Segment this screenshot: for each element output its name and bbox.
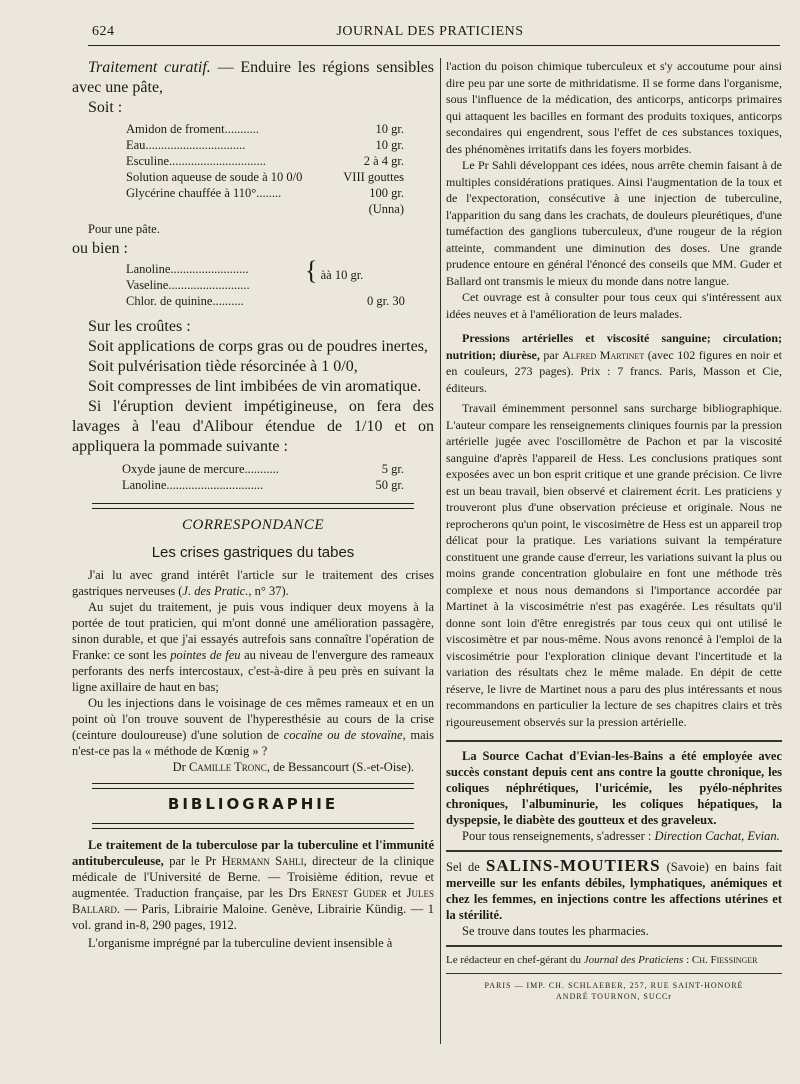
brace: { <box>304 256 318 285</box>
review-paragraph: l'action du poison chimique tuberculeux et s'y accoutume pour ainsi dire peu par une sorte de mithridatisme. Il se forme dans l'organisme, sous l'influence de la médication, des anticorps, anticorps primaires qui attaquent les bacilles en formant des produits toxiques, anticorps secondaires qui engendrent, sous l'effet de ces substances toxiques, des phénomènes irritatifs dans les foyers morbides. <box>446 59 782 156</box>
salins-pharmacies: Se trouve dans toutes les pharmacies. <box>462 924 649 938</box>
page-header <box>80 24 780 46</box>
left-column <box>72 58 434 1048</box>
section-divider <box>92 823 414 829</box>
recipe-pommade <box>72 461 434 493</box>
section-divider <box>92 503 414 509</box>
crusts-line: Soit applications de corps gras ou de poudres inertes, <box>88 338 428 355</box>
recipe-source-row: (Unna) <box>368 202 404 216</box>
book-review-start: L'organisme imprégné par la tuberculine devient insensible à <box>88 936 393 950</box>
correspondance-heading: CORRESPONDANCE <box>182 517 324 533</box>
crusts-line: Soit compresses de lint imbibées de vin aromatique. <box>88 378 422 395</box>
letter-paragraph: Au sujet du traitement, je puis vous indiquer deux moyens à la portée de tout praticien, qui m'ont donné une amélioration passagère, sinon durable, et que j'ai essayés autrefois sans connaître l'opération de Franke: ce sont les pointes de feu au niveau de l'envergure des rameaux perforants des nerfs intercostaux, c'est-à-dire à peu près en suivant la ligne axillaire de haut en bas; <box>72 600 434 694</box>
treatment-intro: Traitement curatif. — Enduire les régions sensibles avec une pâte, <box>72 59 434 96</box>
recipe-row: Oxyde jaune de mercure........... 5 gr. <box>122 462 404 476</box>
recipe-row: Eau................................ 10 gr. <box>126 138 404 152</box>
ad-divider <box>446 850 782 852</box>
article-title: Les crises gastriques du tabes <box>151 544 355 561</box>
review-paragraph: Cet ouvrage est à consulter pour tous ceux qui s'intéressent aux idées neuves et à l'amélioration de leurs malades. <box>446 290 782 321</box>
crusts-block <box>72 317 434 457</box>
ad-divider <box>446 740 782 742</box>
letter-paragraph: J'ai lu avec grand intérêt l'article sur le traitement des crises gastriques nerveuses (J. des Pratic., n° 37). <box>72 568 434 598</box>
letter-paragraph: Ou les injections dans le voisinage de ces mêmes rameaux et en un point où l'on trouve souvent de l'hyperesthésie au cours de la crise (ceinture douloureuse) d'une solution de cocaïne ou de stovaïne, mais n'est-ce pas la « méthode de Kœnig » ? <box>72 696 434 758</box>
header-rule <box>88 45 780 46</box>
book-reference: Le traitement de la tuberculose par la tuberculine et l'immunité antituberculeuse, par le Pr Hermann Sahli, directeur de la clinique médicale de l'Université de Berne. — Troisième édition, revue et augmentée. Traduction française, par les Drs Ernest Guder et Jules Ballard. — Paris, Librairie Maloine. Genève, Librairie Kündig. — 1 vol. grand in-8, 290 pages, 1912. <box>72 838 434 932</box>
recipe-row: Solution aqueuse de soude à 10 0/0 VIII gouttes <box>126 170 404 184</box>
right-column <box>446 58 782 1048</box>
pour-une-pate: Pour une pâte. <box>88 222 160 236</box>
crusts-line: Sur les croûtes : <box>88 318 191 335</box>
page-number: 624 <box>92 24 115 39</box>
review-paragraph: Le Pr Sahli développant ces idées, nous arrête chemin faisant à de multiples considérations pratiques. Ainsi l'augmentation de la toux et de l'expectoration, consécutive à une injection de tuberculine, l'apparition du sang dans les crachats, de douleurs pleurétiques, d'une tuméfaction des ganglions tuberculeux, d'une rougeur de la région atteinte, commandent une diminution des doses. Une grande prudence entoure en général l'énoncé des conseils que MM. Guder et Ballard ont transmis le mieux du monde dans notre langue. <box>446 158 782 288</box>
recipe-row: Glycérine chauffée à 110°........ 100 gr. <box>126 186 404 200</box>
bibliographie-heading: BIBLIOGRAPHIE <box>167 795 339 813</box>
letter-signature: Dr Camille Tronc, de Bessancourt (S.-et-Oise). <box>172 760 414 774</box>
crusts-line: Si l'éruption devient impétigineuse, on fera des lavages à l'eau d'Alibour étendue de 1/10 et on appliquera la pommade suivante : <box>72 398 434 455</box>
recipe-row: Lanoline............................... 50 gr. <box>122 478 404 492</box>
column-divider <box>440 58 441 1044</box>
soit-label: Soit : <box>88 99 123 116</box>
recipe-row: Lanoline......................... { àà 10 gr. <box>126 256 364 285</box>
section-divider <box>92 783 414 789</box>
cachat-info: Pour tous renseignements, s'adresser : Direction Cachat, Evian. <box>462 829 780 843</box>
recipe-row: Chlor. de quinine.......... 0 gr. 30 <box>126 294 405 308</box>
book-reference: Pressions artérielles et viscosité sanguine; circulation; nutrition; diurèse, par Alfred Martinet (avec 102 figures en noir et en couleurs, 273 pages). Prix : 7 francs. Paris, Masson et Cie, éditeurs. <box>446 331 782 395</box>
recipe-unna <box>72 121 434 217</box>
ad-divider <box>446 945 782 947</box>
footer-divider <box>446 973 782 974</box>
journal-title: JOURNAL DES PRATICIENS <box>336 24 524 39</box>
cachat-advert: La Source Cachat d'Evian-les-Bains a été employée avec succès constant depuis cent ans contre la goutte chronique, les coliques néphrétiques, l'uricémie, les pyélo-néphrites chroniques, l'albuminurie, les coliques hépatiques, la dyspepsie, le diabète des goutteux et des graveleux. <box>446 749 782 827</box>
recipe-row: Amidon de froment........... 10 gr. <box>126 122 404 136</box>
review-paragraph: Travail éminemment personnel sans surcharge bibliographique. L'auteur compare les renseignements cliniques fournis par la pression artérielle jugée avec l'oscillomètre de Pachon et par la viscosité sanguine d'après l'appareil de Hess. Les conclusions pratiques sont exposées avec un bon esprit critique et une grande précision. Ce livre est un beau travail, bien observé et clairement écrit. Les praticiens y trouveront plus d'une observation précieuse et originale. Nous ne reprocherons qu'un point, le viscosimètre de Hess est un appareil trop délicat pour la pratique. Les variations suivant la température constituent une grande cause d'erreur, les variations suivant la plus ou moins grande concentration globulaire en font une méthode très complexe et nous nous demandons si l'importance accordée par Martinet à la viscosimétrie n'est pas exagérée. Les résultats qu'il donne sont loin d'être enregistrés par tous ceux qui ont utilisé le viscosimètre et par nous-même. Nous avons renoncé à l'emploi de la viscosimétrie pour l'exploration clinique devant l'incertitude et la variation des résultats chez le même malade. En dépit de cette réserve, le livre de Martinet nous a paru des plus intéressants et nous recommandons en particulier la lecture de ses chapitres clairs et très rigoureusement observés sur la pression artérielle. <box>446 401 782 729</box>
printer-line: PARIS — IMP. CH. SCHLAEBER, 257, RUE SAINT-HONORÉ <box>484 981 744 990</box>
editor-line: Le rédacteur en chef-gérant du Journal des Praticiens : Ch. Fiessinger <box>446 954 758 966</box>
printer-line: ANDRÉ TOURNON, SUCCr <box>556 992 672 1001</box>
recipe-lanoline-vaseline <box>72 256 434 309</box>
salins-advert: Sel de SALINS-MOUTIERS (Savoie) en bains fait merveille sur les enfants débiles, lymphatiques, anémiques et chez les femmes, en injections contre les affections utérines et la stérilité. <box>446 856 782 922</box>
crusts-line: Soit pulvérisation tiède résorcinée à 1 0/0, <box>88 358 358 375</box>
ou-bien-label: ou bien : <box>72 240 128 257</box>
recipe-row: Vaseline.......................... <box>126 278 250 292</box>
recipe-row: Esculine............................... 2 à 4 gr. <box>126 154 404 168</box>
